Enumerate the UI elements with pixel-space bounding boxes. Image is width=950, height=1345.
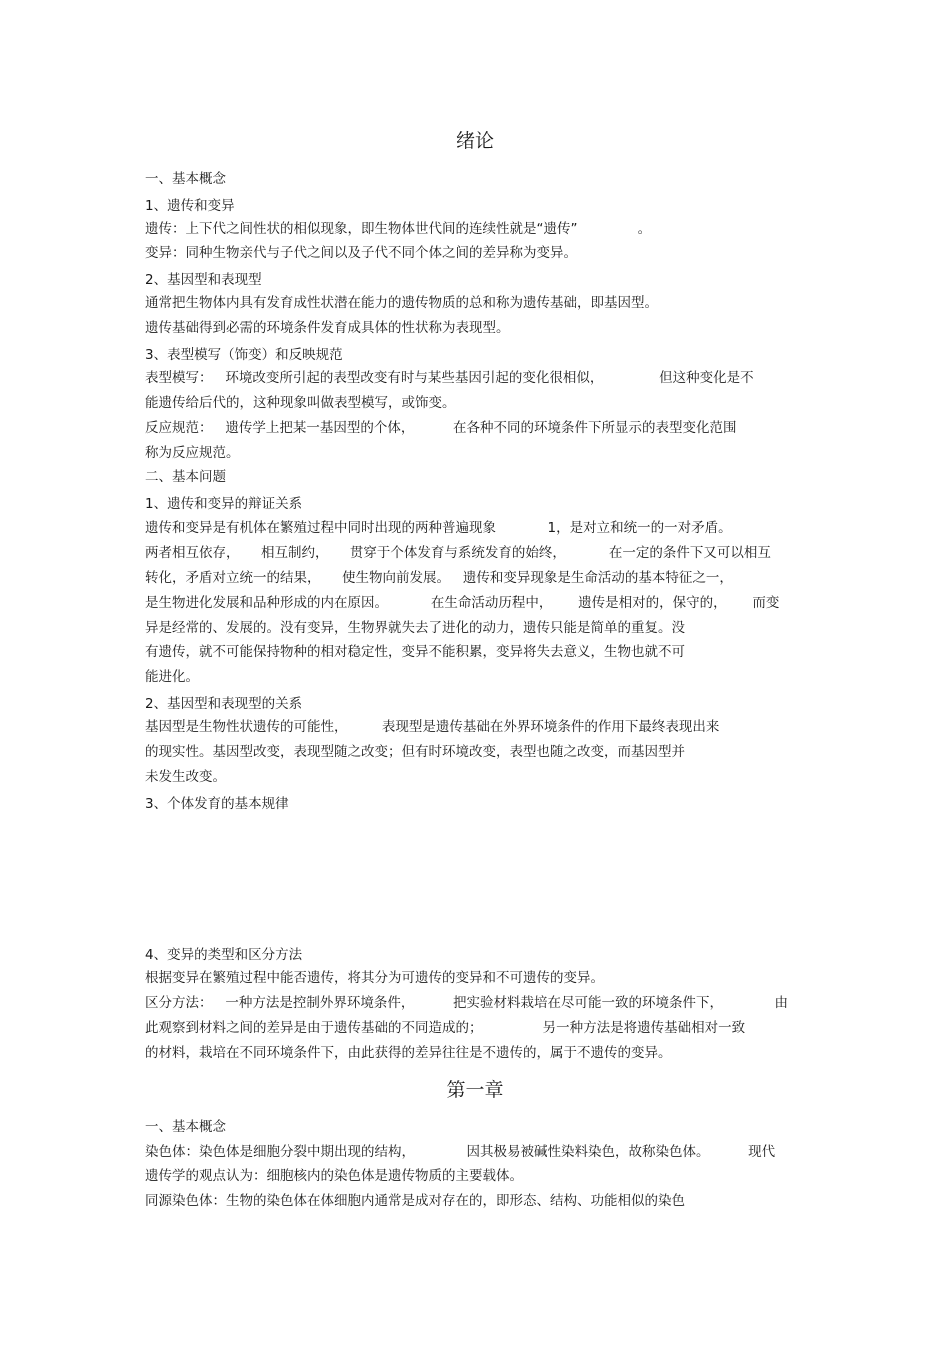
subsection-heading: 2、基因型和表现型 — [145, 272, 262, 288]
section-heading: 一、基本概念 — [145, 171, 226, 187]
paragraph-line: 根据变异在繁殖过程中能否遗传，将其分为可遗传的变异和不可遗传的变异。 — [145, 970, 604, 986]
paragraph-line: 区分方法： 一种方法是控制外界环境条件， 把实验材料栽培在尽可能一致的环境条件下， 由 — [145, 995, 788, 1011]
paragraph-line: 遗传基础得到必需的环境条件发育成具体的性状称为表现型。 — [145, 320, 510, 336]
subsection-heading: 2、基因型和表现型的关系 — [145, 696, 303, 712]
paragraph-line: 未发生改变。 — [145, 769, 226, 785]
subsection-heading: 3、表型模写（饰变）和反映规范 — [145, 347, 343, 363]
paragraph-line: 遗传：上下代之间性状的相似现象，即生物体世代间的连续性就是“遗传” 。 — [145, 221, 652, 237]
paragraph-line: 表型模写： 环境改变所引起的表型改变有时与某些基因引起的变化很相似， 但这种变化是不 — [145, 370, 754, 386]
paragraph-line: 同源染色体：生物的染色体在体细胞内通常是成对存在的，即形态、结构、功能相似的染色 — [145, 1193, 685, 1209]
paragraph-line: 是生物进化发展和品种形成的内在原因。 在生命活动历程中， 遗传是相对的，保守的， 而变 — [145, 595, 780, 611]
paragraph-line: 能遗传给后代的，这种现象叫做表型模写，或饰变。 — [145, 395, 456, 411]
subsection-heading: 4、变异的类型和区分方法 — [145, 947, 303, 963]
chapter-title: 第一章 — [446, 1079, 504, 1101]
paragraph-line: 的现实性。基因型改变，表现型随之改变；但有时环境改变，表型也随之改变，而基因型并 — [145, 744, 685, 760]
paragraph-line: 有遗传，就不可能保持物种的相对稳定性，变异不能积累，变异将失去意义，生物也就不可 — [145, 644, 685, 660]
paragraph-line: 两者相互依存， 相互制约， 贯穿于个体发育与系统发育的始终， 在一定的条件下又可以相互 — [145, 545, 771, 561]
paragraph-line: 反应规范： 遗传学上把某一基因型的个体， 在各种不同的环境条件下所显示的表型变化范围 — [145, 420, 737, 436]
section-heading: 二、基本问题 — [145, 469, 226, 485]
paragraph-line: 转化，矛盾对立统一的结果， 使生物向前发展。 遗传和变异现象是生命活动的基本特征之一， — [145, 570, 733, 586]
subsection-heading: 1、遗传和变异的辩证关系 — [145, 496, 303, 512]
page-title-intro: 绪论 — [455, 130, 494, 152]
paragraph-line: 染色体：染色体是细胞分裂中期出现的结构， 因其极易被碱性染料染色，故称染色体。 现代 — [145, 1144, 776, 1160]
paragraph-line: 基因型是生物性状遗传的可能性， 表现型是遗传基础在外界环境条件的作用下最终表现出来 — [145, 719, 720, 735]
subsection-heading: 1、遗传和变异 — [145, 198, 235, 214]
paragraph-line: 遗传学的观点认为：细胞核内的染色体是遗传物质的主要载体。 — [145, 1168, 523, 1184]
paragraph-line: 异是经常的、发展的。没有变异，生物界就失去了进化的动力，遗传只能是简单的重复。没 — [145, 620, 685, 636]
paragraph-line: 通常把生物体内具有发育成性状潜在能力的遗传物质的总和称为遗传基础，即基因型。 — [145, 295, 658, 311]
paragraph-line: 的材料，栽培在不同环境条件下，由此获得的差异往往是不遗传的，属于不遗传的变异。 — [145, 1045, 672, 1061]
paragraph-line: 变异：同种生物亲代与子代之间以及子代不同个体之间的差异称为变异。 — [145, 245, 577, 261]
paragraph-line: 遗传和变异是有机体在繁殖过程中同时出现的两种普遍现象 1，是对立和统一的一对矛盾。 — [145, 520, 732, 536]
section-heading: 一、基本概念 — [145, 1119, 226, 1135]
paragraph-line: 此观察到材料之间的差异是由于遗传基础的不同造成的； 另一种方法是将遗传基础相对一致 — [145, 1020, 746, 1036]
paragraph-line: 称为反应规范。 — [145, 445, 240, 461]
subsection-heading: 3、个体发育的基本规律 — [145, 796, 289, 812]
paragraph-line: 能进化。 — [145, 669, 199, 685]
